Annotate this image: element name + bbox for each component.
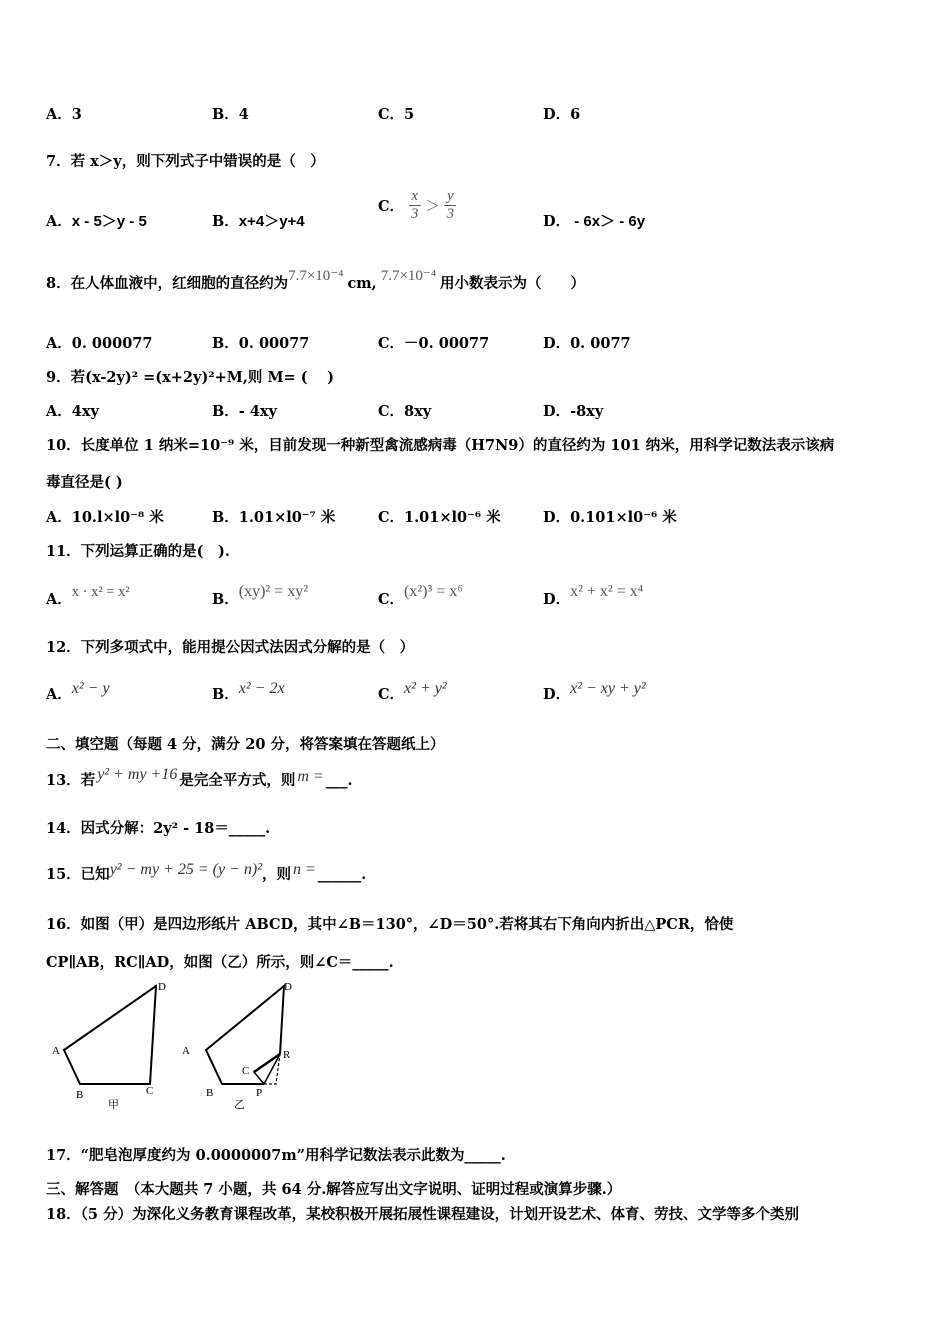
q7-b-label: B． xyxy=(212,213,239,230)
q9-option-b: B．- 4xy xyxy=(212,403,277,420)
q7-d-label: D． xyxy=(543,213,571,230)
q10-stem-line1: 10．长度单位 1 纳米=10⁻⁹ 米，目前发现一种新型禽流感病毒（H7N9）的直径约为 101 纳米，用科学记数法表示该病 xyxy=(46,437,835,454)
q12-option-b xyxy=(212,677,285,703)
q7-option-c xyxy=(378,189,456,222)
fig2-caption: 乙 xyxy=(234,1099,245,1111)
q8-stem xyxy=(46,268,586,293)
q11-option-d xyxy=(543,580,644,608)
q7-option-d xyxy=(543,210,645,231)
q12-option-a xyxy=(46,677,110,703)
q8-option-b: B．0. 00077 xyxy=(212,335,310,352)
fig1-label-c: C xyxy=(146,1085,154,1097)
q8-value-2: 7.7×10⁻⁴ xyxy=(380,268,437,284)
q9-option-a: A．4xy xyxy=(46,403,99,420)
fig1-label-a: A xyxy=(52,1045,60,1057)
q12-a-label: A． xyxy=(46,686,72,703)
q10-option-d: D．0.101×l0⁻⁶ 米 xyxy=(543,509,677,526)
q8-option-c: C．－0. 00077 xyxy=(378,335,490,352)
q14-stem: 14．因式分解：2y² - 18＝_____. xyxy=(46,820,271,837)
q7-b-expr: x+4＞y+4 xyxy=(238,213,305,230)
q16-stem-line2: CP∥AB，RC∥AD，如图（乙）所示，则∠C＝_____. xyxy=(46,954,394,971)
q15-variable: n = xyxy=(292,861,316,878)
q10-option-c: C．1.01×l0⁻⁶ 米 xyxy=(378,509,501,526)
q10-option-b: B．1.01×l0⁻⁷ 米 xyxy=(212,509,336,526)
q6-option-b: B．4 xyxy=(212,106,249,123)
q13-mid: 是完全平方式，则 xyxy=(179,772,296,789)
q12-d-label: D． xyxy=(543,686,571,703)
q15-expression: y² − my + 25 = (y − n)² xyxy=(109,861,262,878)
fig2-label-c: C xyxy=(242,1065,250,1077)
q13-pre: 13．若 xyxy=(46,772,96,789)
q17-stem: 17．“肥皂泡厚度约为 0.0000007m”用科学记数法表示此数为_____. xyxy=(46,1147,506,1164)
q7-c-num2: y xyxy=(447,188,454,204)
q9-option-d: D．-8xy xyxy=(543,403,604,420)
q11-d-label: D． xyxy=(543,591,571,608)
q8-option-a: A．0. 000077 xyxy=(46,335,153,352)
quadrilateral-abcd xyxy=(64,986,156,1084)
q7-c-den2: 3 xyxy=(446,206,455,222)
q18-stem: 18．（5 分）为深化义务教育课程改革，某校积极开展拓展性课程建设，计划开设艺术、体育、劳技、文学等多个类别 xyxy=(46,1206,800,1223)
q8-value-1: 7.7×10⁻⁴ xyxy=(288,268,344,284)
q7-a-expr: x - 5＞y - 5 xyxy=(71,213,147,230)
q12-d-expr: x² − xy + y² xyxy=(570,680,646,697)
q12-b-label: B． xyxy=(212,686,239,703)
q7-c-den1: 3 xyxy=(410,206,419,222)
fig2-label-a: A xyxy=(182,1045,190,1057)
q12-b-expr: x² − 2x xyxy=(238,680,285,697)
q6-option-a: A．3 xyxy=(46,106,82,123)
q7-stem: 7．若 x＞y，则下列式子中错误的是（ ） xyxy=(46,153,325,170)
q11-c-expr: (x²)³ = x⁶ xyxy=(404,583,463,600)
q9-stem: 9．若(x-2y)² =(x+2y)²+M,则 M= ( ) xyxy=(46,369,334,386)
fig1-caption: 甲 xyxy=(108,1099,119,1111)
q7-option-b xyxy=(212,210,305,231)
q15-mid: ，则 xyxy=(261,866,291,883)
q13-blank: ___. xyxy=(325,772,353,789)
q13-expression: y² + my +16 xyxy=(97,766,178,783)
q15-stem xyxy=(46,863,366,884)
q12-option-c xyxy=(378,677,447,703)
q9-option-c: C．8xy xyxy=(378,403,432,420)
fig2-label-d: D xyxy=(284,981,292,993)
fig2-label-r: R xyxy=(283,1049,291,1061)
q7-d-expr: - 6x＞ - 6y xyxy=(570,213,646,230)
q12-stem: 12．下列多项式中，能用提公因式法因式分解的是（ ） xyxy=(46,639,415,656)
q16-figure-yi xyxy=(180,978,310,1113)
q11-c-label: C． xyxy=(378,591,405,608)
q7-option-a xyxy=(46,210,147,231)
q13-variable: m = xyxy=(297,768,324,785)
q6-option-d: D．6 xyxy=(543,106,581,123)
q10-option-a: A．10.l×l0⁻⁸ 米 xyxy=(46,509,164,526)
q11-a-expr: x · x² = x² xyxy=(71,584,130,600)
q10-stem-line2: 毒直径是( ) xyxy=(46,474,123,491)
q11-d-expr: x² + x² = x⁴ xyxy=(570,583,644,600)
q7-c-fraction-x xyxy=(409,189,421,222)
q8-option-d: D．0. 0077 xyxy=(543,335,631,352)
q16-figure-jia xyxy=(46,978,176,1113)
section-3-heading: 三、解答题 （本大题共 7 小题，共 64 分.解答应写出文字说明、证明过程或演算步骤.） xyxy=(46,1181,622,1198)
q7-c-fraction-y xyxy=(444,189,456,222)
q11-option-b xyxy=(212,580,309,608)
q11-a-label: A． xyxy=(46,591,72,608)
q15-pre: 15．已知 xyxy=(46,866,110,883)
q7-a-label: A． xyxy=(46,213,72,230)
section-2-heading: 二、填空题（每题 4 分，满分 20 分，将答案填在答题纸上） xyxy=(46,736,445,753)
q6-option-c: C．5 xyxy=(378,106,415,123)
q11-b-expr: (xy)² = xy² xyxy=(238,583,309,600)
fold-line xyxy=(254,1054,280,1072)
q7-c-num1: x xyxy=(411,188,418,204)
q8-post: 用小数表示为（ ） xyxy=(440,275,586,292)
fig1-label-b: B xyxy=(76,1089,84,1101)
q11-stem: 11．下列运算正确的是( ). xyxy=(46,543,230,560)
q7-c-label: C． xyxy=(378,198,405,215)
q12-a-expr: x² − y xyxy=(71,680,110,697)
q13-stem xyxy=(46,766,353,790)
fig2-label-p: P xyxy=(256,1087,263,1099)
q11-b-label: B． xyxy=(212,591,239,608)
q12-option-d xyxy=(543,677,646,703)
fig2-label-b: B xyxy=(206,1087,214,1099)
q15-blank: ______. xyxy=(317,866,367,883)
fig1-label-d: D xyxy=(158,981,166,993)
q8-pre: 8．在人体血液中，红细胞的直径约为 xyxy=(46,275,289,292)
q12-c-label: C． xyxy=(378,686,405,703)
q8-mid: cm, xyxy=(347,275,377,292)
q7-c-op: ＞ xyxy=(425,199,440,215)
q12-c-expr: x² + y² xyxy=(404,680,447,697)
q11-option-c xyxy=(378,580,463,608)
q11-option-a xyxy=(46,580,130,608)
q16-stem-line1: 16．如图（甲）是四边形纸片 ABCD，其中∠B＝130°，∠D＝50°.若将其右下角向内折出△PCR，恰使 xyxy=(46,916,734,933)
